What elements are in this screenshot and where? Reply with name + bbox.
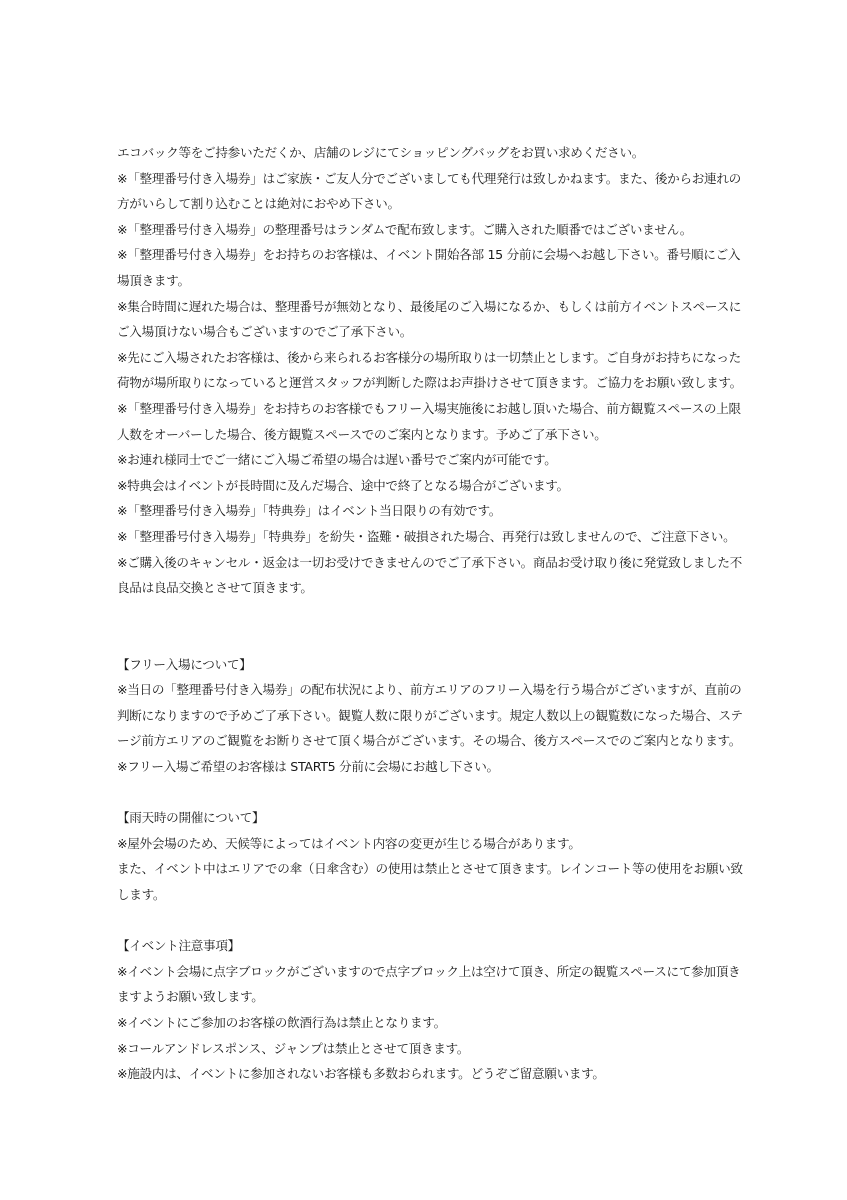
intro-line: ※「整理番号付き入場券」はご家族・ご友人分でございましても代理発行は致しかねます。また、後からお連れの方がいらして割り込むことは絶対におやめ下さい。	[117, 170, 741, 212]
intro-line: ※ご購入後のキャンセル・返金は一切お受けできませんのでご了承下さい。商品お受け取り後に発覚致しました不良品は良品交換とさせて頂きます。	[117, 554, 742, 596]
document-page	[117, 140, 747, 1087]
intro-line: ※「整理番号付き入場券」をお持ちのお客様は、イベント開始各部 15 分前に会場へお越し下さい。番号順にご入場頂きます。	[117, 247, 741, 288]
notes-line: ※コールアンドレスポンス、ジャンプは禁止とさせて頂きます。	[117, 1040, 470, 1056]
section-spacer	[117, 908, 747, 934]
rain-line: ※屋外会場のため、天候等によってはイベント内容の変更が生じる場合があります。	[117, 835, 581, 851]
notes-line: ※施設内は、イベントに参加されないお客様も多数おられます。どうぞご留意願います。	[117, 1066, 605, 1082]
free-entry-heading: 【フリー入場について】	[117, 656, 252, 672]
notes-heading: 【イベント注意事項】	[117, 938, 240, 954]
rain-heading: 【雨天時の開催について】	[117, 810, 265, 826]
intro-line: ※特典会はイベントが長時間に及んだ場合、途中で終了となる場合がございます。	[117, 477, 569, 493]
intro-line: ※お連れ様同士でご一緒にご入場ご希望の場合は遅い番号でご案内が可能です。	[117, 452, 557, 468]
intro-line: ※「整理番号付き入場券」「特典券」はイベント当日限りの有効です。	[117, 503, 502, 519]
rain-line: また、イベント中はエリアでの傘（日傘含む）の使用は禁止とさせて頂きます。レインコート等の使用をお願い致します。	[117, 861, 743, 903]
intro-line: ※「整理番号付き入場券」をお持ちのお客様でもフリー入場実施後にお越し頂いた場合、前方観覧スペースの上限人数をオーバーした場合、後方観覧スペースでのご案内となります。予めご了承下さい。	[117, 400, 741, 442]
free-entry-line: ※フリー入場ご希望のお客様は START5 分前に会場にお越し下さい。	[117, 759, 499, 775]
intro-section	[117, 140, 747, 601]
intro-line: ※「整理番号付き入場券」「特典券」を紛失・盗難・破損された場合、再発行は致しませんので、ご注意下さい。	[117, 528, 736, 544]
rain-section	[117, 805, 747, 907]
intro-line: ※「整理番号付き入場券」の整理番号はランダムで配布致します。ご購入された順番ではございません。	[117, 221, 693, 237]
intro-line: ※先にご入場されたお客様は、後から来られるお客様分の場所取りは一切禁止とします。ご自身がお持ちになった荷物が場所取りになっていると運営スタッフが判断した際はお声掛けさせて頂きます。ご協力をお願い致します。	[117, 349, 742, 391]
intro-line: エコバック等をご持参いただくか、店舗のレジにてショッピングバッグをお買い求めください。	[117, 145, 645, 160]
notes-line: ※イベント会場に点字ブロックがございますので点字ブロック上は空けて頂き、所定の観覧スペースにて参加頂きますようお願い致します。	[117, 963, 741, 1005]
intro-line: ※集合時間に遅れた場合は、整理番号が無効となり、最後尾のご入場になるか、もしくは前方イベントスペースにご入場頂けない場合もございますのでご了承下さい。	[117, 298, 742, 340]
section-spacer	[117, 601, 747, 652]
free-entry-line: ※当日の「整理番号付き入場券」の配布状況により、前方エリアのフリー入場を行う場合がございますが、直前の判断になりますので予めご了承下さい。観覧人数に限りがございます。規定人数以上の観覧数になった場合、ステージ前方エリアのご観覧をお断りさせて頂く場合がございます。その場合、後方スペースでのご案内となります。	[117, 682, 743, 749]
free-entry-section	[117, 652, 747, 780]
notes-line: ※イベントにご参加のお客様の飲酒行為は禁止となります。	[117, 1015, 446, 1030]
notes-section	[117, 933, 747, 1087]
section-spacer	[117, 780, 747, 806]
